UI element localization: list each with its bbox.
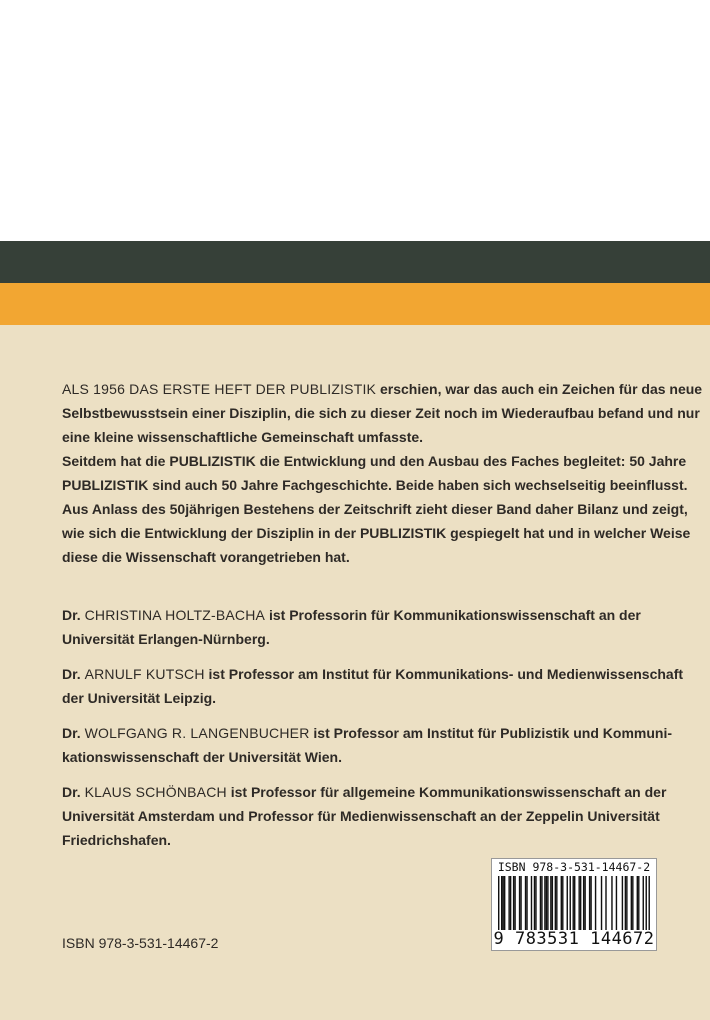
barcode-bar (519, 876, 520, 930)
barcode-bar (643, 876, 644, 930)
author-desc: Universität Amsterdam und Professor für Medienwissenschaft an der Zeppelin Universität (62, 808, 660, 824)
barcode-isbn-label: ISBN 978-3-531-14467-2 (497, 860, 651, 874)
blurb-line: Seitdem hat die PUBLIZISTIK die Entwicklung und den Ausbau des Faches begleitet: 50 Jahre (62, 453, 687, 469)
barcode-bar (646, 876, 647, 930)
barcode-bar (578, 876, 579, 930)
author-title: Dr. (62, 784, 81, 800)
barcode-bar (550, 876, 551, 930)
blurb-line: eine kleine wissenschaftliche Gemeinschaft umfasste. (62, 429, 424, 445)
barcode-bar (562, 876, 563, 930)
barcode-bar (616, 876, 617, 930)
barcode-bar (580, 876, 581, 930)
barcode-bar (531, 876, 532, 930)
author-desc: kationswissenschaft der Universität Wien. (62, 749, 342, 765)
barcode-bar (520, 876, 521, 930)
blurb-line-1 (62, 377, 703, 401)
isbn-barcode (491, 858, 657, 951)
author-title: Dr. (62, 725, 81, 741)
barcode-bar (601, 876, 602, 930)
barcode-bar (502, 876, 503, 930)
author-desc: der Universität Leipzig. (62, 690, 217, 706)
author-entry (62, 662, 684, 710)
author-name: ARNULF KUTSCH (84, 666, 205, 682)
barcode-bar (611, 876, 612, 930)
blurb-text (62, 377, 703, 569)
barcode-bar (638, 876, 639, 930)
barcode-bar (525, 876, 526, 930)
barcode-bar (632, 876, 633, 930)
blurb-line: diese die Wissenschaft vorangetrieben hat. (62, 549, 350, 565)
barcode-bar (570, 876, 571, 930)
barcode-bar (552, 876, 553, 930)
author-desc: ist Professorin für Kommunikationswissenschaft an der (268, 607, 641, 623)
barcode-bar (555, 876, 556, 930)
blurb-lead-caps: ALS 1956 DAS ERSTE HEFT DER PUBLIZISTIK (62, 381, 377, 397)
author-name: KLAUS SCHÖNBACH (84, 784, 227, 800)
barcode-bar (510, 876, 511, 930)
author-title: Dr. (62, 607, 81, 623)
barcode-bar (583, 876, 584, 930)
barcode-bar (535, 876, 536, 930)
dark-band (0, 241, 710, 283)
barcode-bar (526, 876, 527, 930)
barcode-bar (595, 876, 596, 930)
author-name: WOLFGANG R. LANGENBUCHER (84, 725, 310, 741)
barcode-bar (605, 876, 606, 930)
author-entry (62, 721, 673, 769)
barcode-bar (567, 876, 568, 930)
barcode-bar (625, 876, 626, 930)
barcode-bar (573, 876, 574, 930)
barcode-bar (561, 876, 562, 930)
blurb-line: Aus Anlass des 50jährigen Bestehens der Zeitschrift zieht dieser Band daher Bilanz und zeigt, (62, 501, 688, 517)
barcode-bars (498, 876, 650, 930)
barcode-bar (514, 876, 515, 930)
author-list (62, 603, 684, 863)
barcode-bar (626, 876, 627, 930)
isbn-text: ISBN 978-3-531-14467-2 (62, 935, 219, 951)
blurb-line: wie sich die Entwicklung der Disziplin in der PUBLIZISTIK gespiegelt hat und in welcher Weise (62, 525, 691, 541)
author-entry (62, 603, 652, 651)
barcode-bar (574, 876, 575, 930)
barcode-bar (534, 876, 535, 930)
barcode-bar (544, 876, 545, 930)
barcode-bar (504, 876, 505, 930)
barcode-bar (547, 876, 548, 930)
barcode-bar (584, 876, 585, 930)
author-desc: Universität Erlangen-Nürnberg. (62, 631, 270, 647)
barcode-bar (513, 876, 514, 930)
barcode-bar (631, 876, 632, 930)
blurb-line: PUBLIZISTIK sind auch 50 Jahre Fachgeschichte. Beide haben sich wechselseitig beeinflusst. (62, 477, 688, 493)
author-entry (62, 780, 667, 852)
barcode-digits: 9 783531 144672 (493, 929, 655, 949)
barcode-bar (508, 876, 509, 930)
barcode-bar (590, 876, 591, 930)
author-desc: Friedrichshafen. (62, 832, 171, 848)
blurb-line: Selbstbewusstsein einer Disziplin, die sich zu dieser Zeit noch im Wiederaufbau befand und nur (62, 405, 700, 421)
author-desc: ist Professor am Institut für Publizistik und Kommuni- (313, 725, 673, 741)
barcode-bar (540, 876, 541, 930)
barcode-bar (622, 876, 623, 930)
barcode-bar (556, 876, 557, 930)
barcode-bar (546, 876, 547, 930)
barcode-bar (498, 876, 499, 930)
top-white-area (0, 0, 710, 241)
author-desc: ist Professor für allgemeine Kommunikationswissenschaft an der (230, 784, 667, 800)
author-title: Dr. (62, 666, 81, 682)
author-desc: ist Professor am Institut für Kommunikations- und Medienwissenschaft (208, 666, 684, 682)
barcode-bar (589, 876, 590, 930)
barcode-bar (637, 876, 638, 930)
barcode-bar (649, 876, 650, 930)
orange-band (0, 283, 710, 325)
barcode-bar (501, 876, 502, 930)
barcode-bar (541, 876, 542, 930)
blurb-lead-rest: erschien, war das auch ein Zeichen für das neue (379, 381, 703, 397)
author-name: CHRISTINA HOLTZ-BACHA (84, 607, 266, 623)
